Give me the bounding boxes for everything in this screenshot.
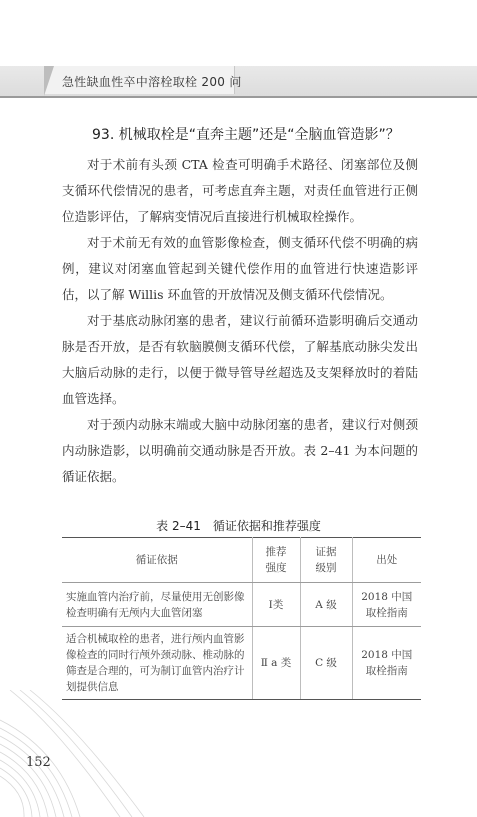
table-cell-evidence: 适合机械取栓的患者，进行颅内血管影像检查的同时行颅外颈动脉、椎动脉的筛查是合理的，可为制订血管内治疗计划提供信息 [62, 627, 252, 700]
decorative-curves [0, 690, 170, 817]
evidence-table [62, 537, 421, 700]
table-cell-level: C 级 [300, 627, 352, 700]
table-cell-source: 2018 中国 取栓指南 [352, 627, 421, 700]
page-number: 152 [26, 755, 51, 770]
header-cell: 证据 级别 [300, 538, 352, 583]
section-title: 93. 机械取栓是“直奔主题”还是“全脑血管造影”？ [92, 127, 400, 143]
header-cell: 推荐 强度 [252, 538, 300, 583]
paragraph: 对于基底动脉闭塞的患者，建议行前循环造影明确后交通动脉是否开放，是否有软脑膜侧支循环代偿，了解基底动脉尖发出大脑后动脉的走行，以便于微导管导丝超选及支架释放时的着陆血管选择。 [62, 313, 418, 406]
running-title: 急性缺血性卒中溶栓取栓 200 问 [62, 75, 242, 89]
body-text [62, 152, 418, 490]
table-cell-strength: Ⅰ类 [252, 583, 300, 627]
paragraph: 对于颈内动脉末端或大脑中动脉闭塞的患者，建议行对侧颈内动脉造影，以明确前交通动脉是否开放。表 2–41 为本问题的循证依据。 [62, 417, 418, 484]
paragraph: 对于术前无有效的血管影像检查，侧支循环代偿不明确的病例，建议对闭塞血管起到关键代偿作用的血管进行快速造影评估，以了解 Willis 环血管的开放情况及侧支循环代偿情况。 [62, 235, 418, 302]
header-cell: 循证依据 [62, 538, 252, 583]
header-rule [0, 96, 477, 98]
table-caption: 表 2–41 循证依据和推荐强度 [156, 519, 321, 533]
table-cell-source: 2018 中国 取栓指南 [352, 583, 421, 627]
table-cell-evidence: 实施血管内治疗前，尽量使用无创影像检查明确有无颅内大血管闭塞 [62, 583, 252, 627]
header-cell: 出处 [352, 538, 421, 583]
table-cell-level: A 级 [300, 583, 352, 627]
paragraph: 对于术前有头颈 CTA 检查可明确手术路径、闭塞部位及侧支循环代偿情况的患者，可考虑直奔主题，对责任血管进行正侧位造影评估，了解病变情况后直接进行机械取栓操作。 [62, 157, 418, 224]
header-corner-mark [44, 66, 54, 96]
table-row [62, 583, 421, 627]
table-header-row [62, 538, 421, 583]
table-row [62, 627, 421, 700]
table-cell-strength: Ⅱ a 类 [252, 627, 300, 700]
